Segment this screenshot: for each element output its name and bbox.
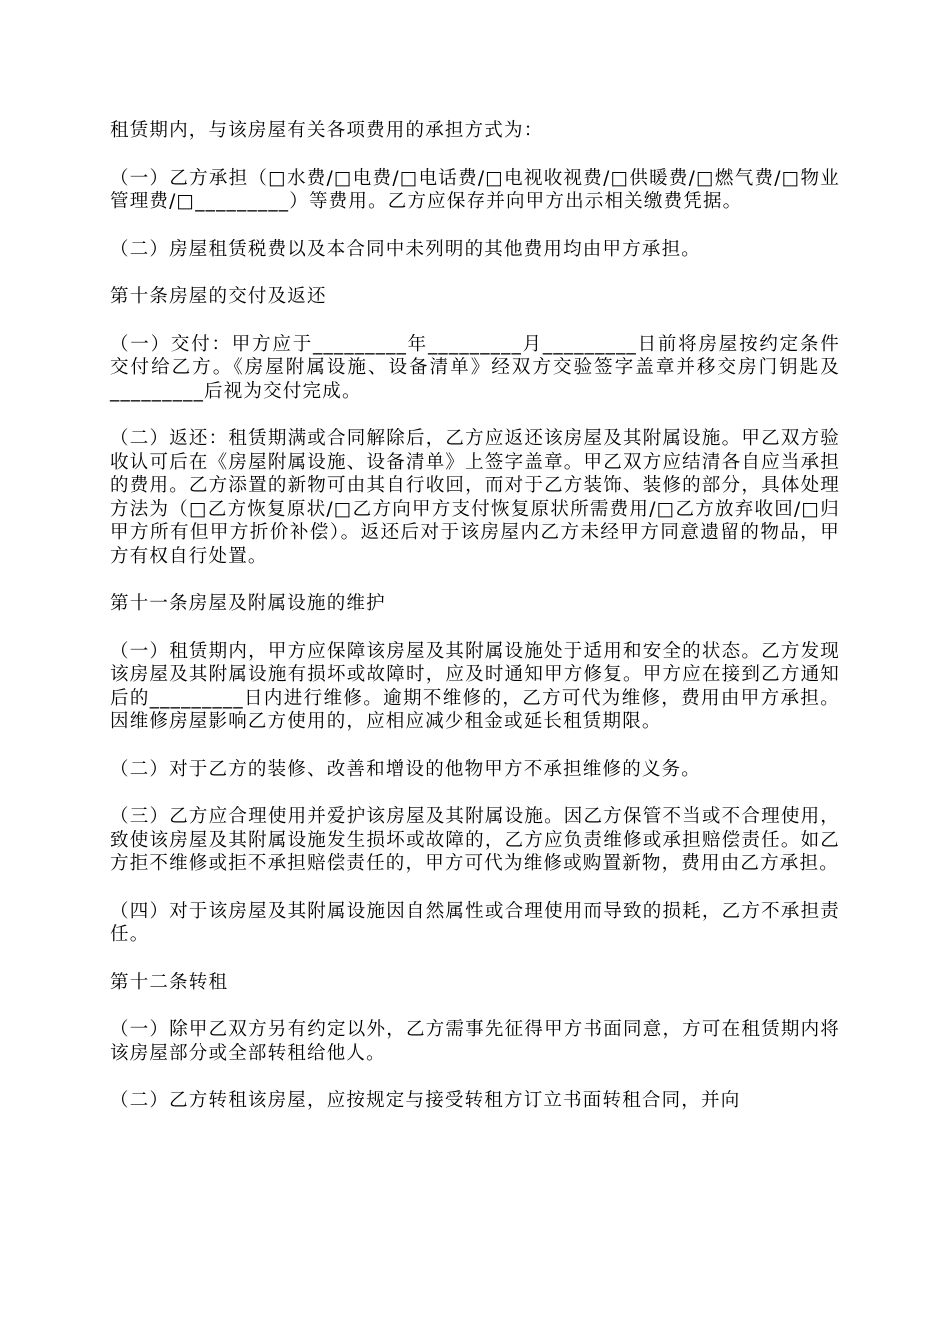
- section-heading-article-12: 第十二条转租: [110, 971, 229, 993]
- paragraph-fee-intro: 租赁期内，与该房屋有关各项费用的承担方式为：: [110, 120, 544, 141]
- paragraph-return: （二）返还：租赁期满或合同解除后，乙方应返还该房屋及其附属设施。甲乙双方验收认可后在《房屋附属设施、设备清单》上签字盖章。甲乙双方应结清各自应当承担的费用。乙方添置的新物可由其自行收回，而对于乙方装饰、装修的部分，具体处理方法为（□乙方恢复原状/□乙方向甲方支付恢复原状所需费用/□乙方放弃收回/□归甲方所有但甲方折价补偿）。返还后对于该房屋内乙方未经甲方同意遗留的物品，甲方有权自行处置。: [110, 428, 840, 567]
- paragraph-maintenance-4: （四）对于该房屋及其附属设施因自然属性或合理使用而导致的损耗，乙方不承担责任。: [110, 900, 840, 945]
- section-heading-article-10: 第十条房屋的交付及返还: [110, 286, 327, 307]
- section-heading-article-11: 第十一条房屋及附属设施的维护: [110, 593, 386, 614]
- paragraph-fee-tenant: （一）乙方承担（□水费/□电费/□电话费/□电视收视费/□供暖费/□燃气费/□物业管理费/□_________）等费用。乙方应保存并向甲方出示相关缴费凭据。: [110, 167, 840, 212]
- paragraph-maintenance-2: （二）对于乙方的装修、改善和增设的他物甲方不承担维修的义务。: [110, 758, 702, 780]
- paragraph-sublease-2: （二）乙方转租该房屋，应按规定与接受转租方订立书面转租合同，并向: [110, 1090, 741, 1111]
- paragraph-sublease-1: （一）除甲乙双方另有约定以外，乙方需事先征得甲方书面同意，方可在租赁期内将该房屋部分或全部转租给他人。: [110, 1019, 840, 1064]
- document-body: [110, 119, 840, 1137]
- paragraph-maintenance-3: （三）乙方应合理使用并爱护该房屋及其附属设施。因乙方保管不当或不合理使用，致使该房屋及其附属设施发生损坏或故障的，乙方应负责维修或承担赔偿责任。如乙方拒不维修或拒不承担赔偿责任的，甲方可代为维修或购置新物，费用由乙方承担。: [110, 806, 840, 874]
- paragraph-delivery: （一）交付：甲方应于_________年_________月_________日前将房屋按约定条件交付给乙方。《房屋附属设施、设备清单》经双方交验签字盖章并移交房门钥匙及_________后视为交付完成。: [110, 333, 840, 402]
- paragraph-maintenance-1: （一）租赁期内，甲方应保障该房屋及其附属设施处于适用和安全的状态。乙方发现该房屋及其附属设施有损坏或故障时，应及时通知甲方修复。甲方应在接到乙方通知后的_________日内进行维修。逾期不维修的，乙方可代为维修，费用由甲方承担。因维修房屋影响乙方使用的，应相应减少租金或延长租赁期限。: [110, 640, 840, 732]
- paragraph-fee-landlord: （二）房屋租赁税费以及本合同中未列明的其他费用均由甲方承担。: [110, 238, 702, 260]
